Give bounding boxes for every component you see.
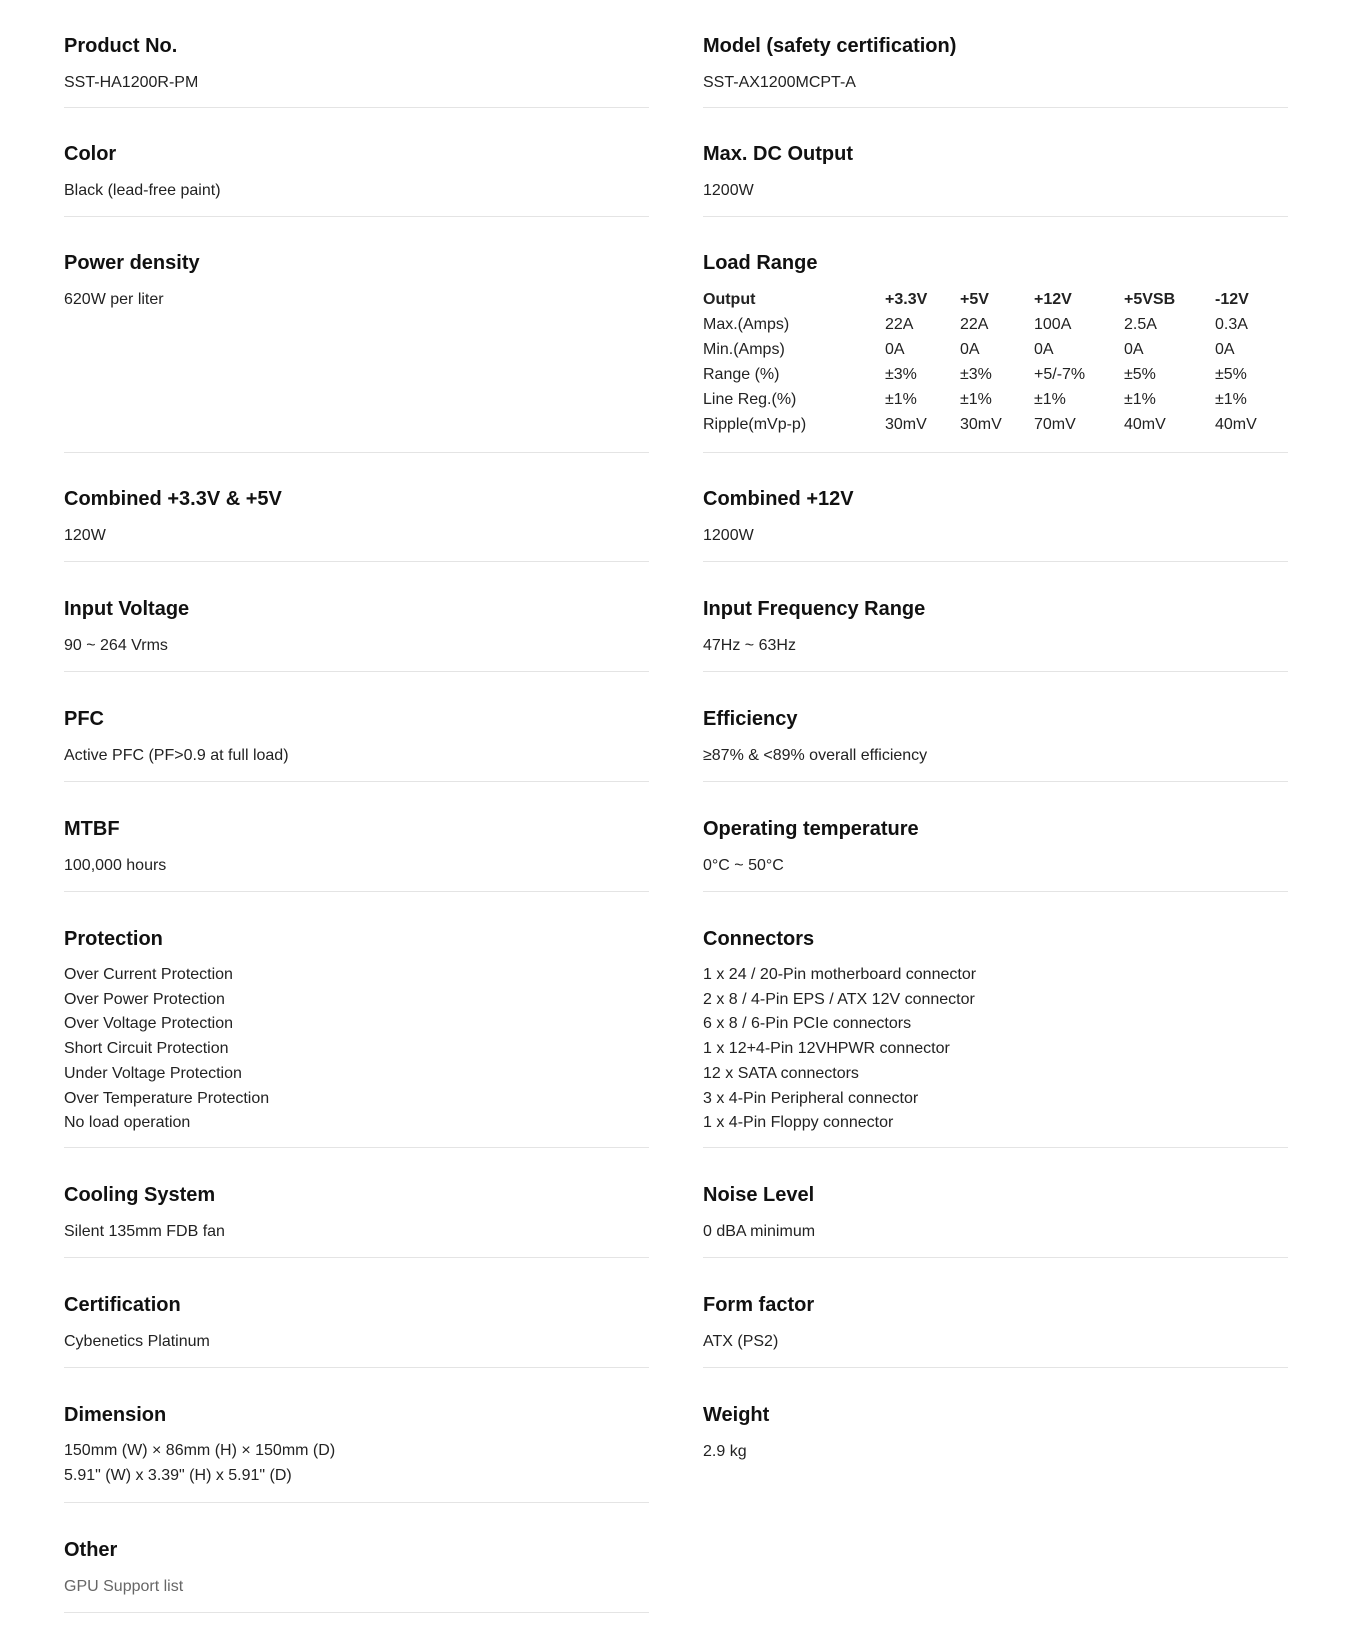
- spec-title: PFC: [64, 708, 104, 730]
- load-header-cell: Output: [703, 290, 756, 308]
- table-cell: ±3%: [960, 365, 992, 383]
- spec-value: Black (lead-free paint): [64, 182, 221, 199]
- table-cell: ±5%: [1124, 365, 1156, 383]
- spec-connectors: [703, 903, 1288, 1148]
- table-cell: Ripple(mVp-p): [703, 415, 807, 433]
- list-item: Over Power Protection: [64, 990, 225, 1008]
- spec-value: 120W: [64, 527, 106, 544]
- spec-value: 0 dBA minimum: [703, 1223, 816, 1240]
- spec-protection: [64, 903, 649, 1148]
- table-cell: 22A: [960, 315, 989, 333]
- list-item: 3 x 4-Pin Peripheral connector: [703, 1089, 919, 1107]
- gpu-support-list-link[interactable]: GPU Support list: [64, 1578, 184, 1595]
- spec-title: Combined +3.3V & +5V: [64, 488, 282, 510]
- table-cell: 40mV: [1124, 415, 1166, 433]
- connectors-list: [703, 963, 976, 1136]
- spec-product-no: [64, 10, 649, 108]
- table-cell: +5/-7%: [1034, 365, 1086, 383]
- spec-title: Input Voltage: [64, 598, 190, 620]
- spec-title: Power density: [64, 252, 200, 274]
- table-cell: ±5%: [1215, 365, 1247, 383]
- protection-list: [64, 963, 269, 1136]
- list-item: 5.91" (W) x 3.39" (H) x 5.91" (D): [64, 1466, 292, 1484]
- table-cell: 40mV: [1215, 415, 1257, 433]
- table-cell: Line Reg.(%): [703, 390, 797, 408]
- table-cell: 0A: [1124, 340, 1144, 358]
- spec-title: Load Range: [703, 252, 818, 274]
- load-header-cell: -12V: [1215, 290, 1249, 308]
- spec-max-dc-output: [703, 118, 1288, 217]
- table-cell: ±1%: [960, 390, 992, 408]
- list-item: Under Voltage Protection: [64, 1064, 242, 1082]
- list-item: 2 x 8 / 4-Pin EPS / ATX 12V connector: [703, 990, 975, 1008]
- spec-title: Dimension: [64, 1404, 167, 1426]
- spec-dimension: [64, 1379, 649, 1503]
- table-cell: 30mV: [960, 415, 1002, 433]
- spec-value: 2.9 kg: [703, 1443, 747, 1460]
- spec-input-voltage: [64, 573, 649, 672]
- list-item: Over Current Protection: [64, 966, 233, 983]
- spec-title: Certification: [64, 1294, 181, 1316]
- table-cell: Min.(Amps): [703, 340, 785, 358]
- spec-title: Model (safety certification): [703, 35, 957, 57]
- spec-title: Color: [64, 143, 117, 165]
- spec-value: 620W per liter: [64, 291, 164, 308]
- spec-title: Form factor: [703, 1294, 815, 1316]
- spec-title: Input Frequency Range: [703, 598, 926, 620]
- spec-combined-12v: [703, 463, 1288, 562]
- load-header-cell: +12V: [1034, 290, 1072, 308]
- load-header-cell: +3.3V: [885, 290, 928, 308]
- list-item: 6 x 8 / 6-Pin PCIe connectors: [703, 1015, 912, 1033]
- table-cell: 70mV: [1034, 415, 1076, 433]
- spec-title: Combined +12V: [703, 488, 854, 510]
- spec-title: Operating temperature: [703, 818, 919, 840]
- table-row: [703, 412, 1275, 437]
- spec-value: ATX (PS2): [703, 1333, 779, 1350]
- table-cell: ±3%: [885, 365, 917, 383]
- spec-value: Silent 135mm FDB fan: [64, 1223, 225, 1240]
- table-row: [703, 387, 1275, 412]
- spec-input-frequency: [703, 573, 1288, 672]
- spec-operating-temperature: [703, 793, 1288, 892]
- spec-value: Active PFC (PF>0.9 at full load): [64, 747, 289, 764]
- table-cell: 0.3A: [1215, 315, 1248, 333]
- table-row: [703, 312, 1275, 337]
- spec-title: Cooling System: [64, 1184, 216, 1206]
- spec-weight: [703, 1379, 1288, 1503]
- spec-value: 1200W: [703, 182, 754, 199]
- spec-efficiency: [703, 683, 1288, 782]
- spec-title: Noise Level: [703, 1184, 815, 1206]
- spec-value: 0°C ~ 50°C: [703, 857, 784, 874]
- load-header-cell: +5VSB: [1124, 290, 1176, 308]
- spec-cooling-system: [64, 1159, 649, 1258]
- table-cell: 2.5A: [1124, 315, 1157, 333]
- table-cell: 22A: [885, 315, 914, 333]
- load-header-cell: +5V: [960, 290, 989, 308]
- list-item: 1 x 24 / 20-Pin motherboard connector: [703, 966, 977, 983]
- table-row: [703, 362, 1275, 387]
- list-item: 1 x 12+4-Pin 12VHPWR connector: [703, 1040, 950, 1058]
- table-cell: 100A: [1034, 315, 1072, 333]
- spec-color: [64, 118, 649, 217]
- list-item: Over Temperature Protection: [64, 1089, 270, 1107]
- spec-certification: [64, 1269, 649, 1368]
- spec-title: Weight: [703, 1404, 770, 1426]
- spec-value: Cybenetics Platinum: [64, 1333, 210, 1350]
- table-row: [703, 337, 1275, 362]
- spec-load-range: [703, 227, 1288, 453]
- dimension-list: [64, 1439, 335, 1488]
- spec-other: [64, 1514, 649, 1613]
- spec-title: Product No.: [64, 35, 178, 57]
- table-cell: Range (%): [703, 365, 780, 383]
- table-cell: 0A: [1215, 340, 1235, 358]
- load-range-table: [703, 287, 1275, 437]
- spec-value: SST-HA1200R-PM: [64, 74, 199, 91]
- table-cell: 0A: [1034, 340, 1054, 358]
- table-cell: ±1%: [1215, 390, 1247, 408]
- table-cell: 0A: [885, 340, 905, 358]
- list-item: No load operation: [64, 1114, 191, 1132]
- table-cell: ±1%: [885, 390, 917, 408]
- spec-title: MTBF: [64, 818, 120, 840]
- spec-title: Efficiency: [703, 708, 798, 730]
- spec-value: 47Hz ~ 63Hz: [703, 637, 796, 654]
- spec-value: ≥87% & <89% overall efficiency: [703, 747, 928, 764]
- spec-power-density: [64, 227, 649, 453]
- spec-noise-level: [703, 1159, 1288, 1258]
- spec-value: 100,000 hours: [64, 857, 167, 874]
- load-range-header-row: [703, 287, 1275, 312]
- list-item: Over Voltage Protection: [64, 1015, 233, 1033]
- table-cell: 30mV: [885, 415, 927, 433]
- table-cell: Max.(Amps): [703, 315, 790, 333]
- list-item: 150mm (W) × 86mm (H) × 150mm (D): [64, 1442, 336, 1459]
- spec-title: Other: [64, 1539, 118, 1561]
- table-cell: ±1%: [1034, 390, 1066, 408]
- spec-value: SST-AX1200MCPT-A: [703, 74, 856, 91]
- spec-combined-3v3-5v: [64, 463, 649, 562]
- spec-value: 1200W: [703, 527, 754, 544]
- list-item: Short Circuit Protection: [64, 1040, 229, 1058]
- spec-title: Protection: [64, 928, 163, 950]
- spec-title: Connectors: [703, 928, 815, 950]
- spec-pfc: [64, 683, 649, 782]
- spec-mtbf: [64, 793, 649, 892]
- spec-value: 90 ~ 264 Vrms: [64, 637, 168, 654]
- spec-model: [703, 10, 1288, 108]
- spec-title: Max. DC Output: [703, 143, 853, 165]
- list-item: 12 x SATA connectors: [703, 1064, 859, 1082]
- list-item: 1 x 4-Pin Floppy connector: [703, 1114, 894, 1132]
- table-cell: ±1%: [1124, 390, 1156, 408]
- spec-form-factor: [703, 1269, 1288, 1368]
- table-cell: 0A: [960, 340, 980, 358]
